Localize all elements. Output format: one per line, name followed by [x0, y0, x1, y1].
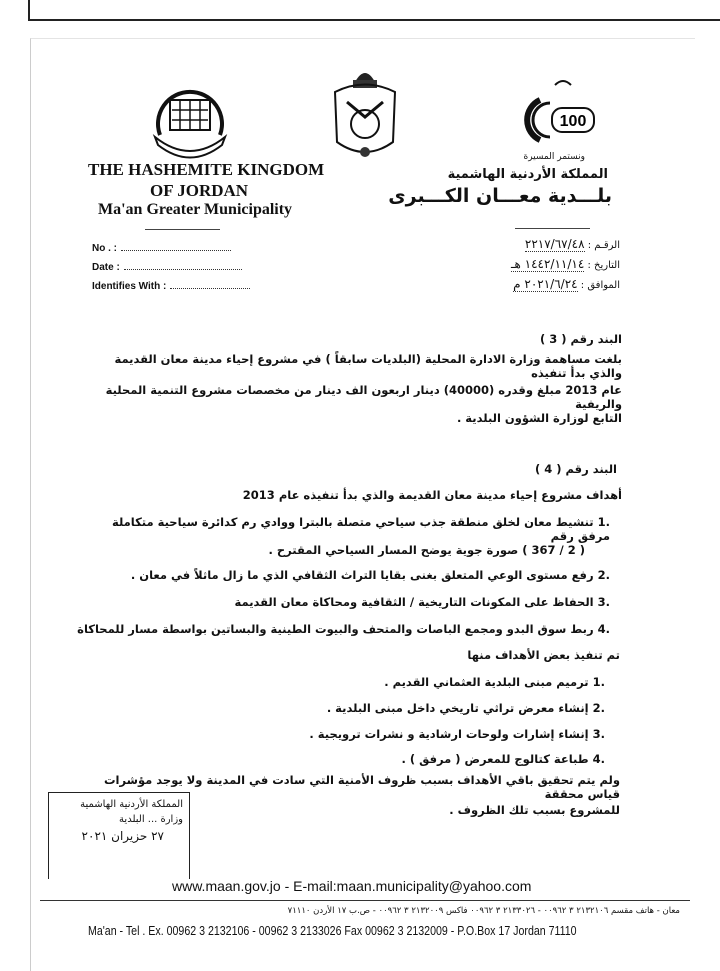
item3-line: التابع لوزارة الشؤون البلدية .: [456, 411, 622, 425]
done-item: .4 طباعة كتالوج للمعرض ( مرفق ) .: [401, 752, 605, 766]
date-field: Date :: [92, 261, 242, 273]
coat-of-arms-icon: [325, 62, 405, 162]
kingdom-title-ar: المملكة الأردنية الهاشمية: [447, 167, 608, 182]
done-item: .1 ترميم مبنى البلدية العثماني القديم .: [384, 675, 605, 689]
divider: [145, 229, 220, 230]
goal-item: ( 2 / 367 ) صورة جوية يوضح المسار السياحي المقترح .: [268, 543, 585, 557]
hijri-date-field: التاريخ : ١٤٤٢/١١/١٤ هـ: [510, 257, 620, 271]
stamp-date: ٢٧ حزيران ٢٠٢١: [81, 829, 164, 843]
identifies-with-field: Identifies With :: [92, 280, 250, 292]
goal-item: .2 رفع مستوى الوعي المتعلق بغنى بقايا التراث الثقافي الذي ما زال ماثلاً في معان .: [130, 568, 610, 582]
top-edge-stub: [28, 0, 30, 19]
item3-line: بلغت مساهمة وزارة الادارة المحلية (البلديات سابقاً ) في مشروع إحياء مدينة معان القديمة والذي بدأ تنفيذه: [114, 352, 622, 380]
goal-item: .4 ربط سوق البدو ومجمع الباصات والمتحف والبيوت الطينية والبساتين بواسطة مسار للمحاكاة: [77, 622, 610, 636]
stamp-department: وزارة ... البلدية: [119, 814, 183, 825]
done-item: .3 إنشاء إشارات ولوحات ارشادية و نشرات ترويجية .: [309, 727, 605, 741]
gregorian-date-field: الموافق : ٢٠٢١/٦/٢٤ م: [513, 277, 620, 291]
jordan-title-en: OF JORDAN: [150, 181, 249, 200]
divider: [515, 228, 590, 229]
no-field: No . :: [92, 242, 231, 254]
done-item: .2 إنشاء معرض تراثي تاريخي داخل مبنى البلدية .: [326, 701, 605, 715]
slogan-ar: ونستمر المسيرة: [523, 152, 585, 162]
footer-website-email: www.maan.gov.jo - E-mail:maan.municipality@yahoo.com: [172, 878, 532, 894]
top-edge: [28, 0, 720, 21]
stamp-ministry: المملكة الأردنية الهاشمية: [80, 799, 183, 810]
item4-title: البند رقم ( 4 ): [534, 462, 617, 476]
item3-line: عام 2013 مبلغ وقدره (40000) دينار اربعون الف دينار من مخصصات مشروع التنمية المحلية والريفية: [105, 383, 622, 411]
goal-item: .3 الحفاظ على المكونات التاريخية / الثقافية ومحاكاة معان القديمة: [234, 595, 610, 609]
item4-intro: أهداف مشروع إحياء مدينة معان القديمة والذي بدأ تنفيذه عام 2013: [242, 488, 622, 502]
municipality-title-ar: بلـــدية معـــان الكـــبرى: [388, 185, 612, 207]
received-stamp: [48, 792, 190, 879]
footer-contact-ar: معان - هاتف مقسم ٢١٣٢١٠٦ ٣ ٠٠٩٦٢ - ٢١٣٣٠٢٦ ٣ ٠٠٩٦٢ فاكس ٢١٣٢٠٠٩ ٣ ٠٠٩٦٢ - ص.ب ١٧ الأردن ٧١١١٠: [287, 906, 680, 916]
item3-title: البند رقم ( 3 ): [539, 332, 622, 346]
closing-line: للمشروع بسبب تلك الظروف .: [449, 803, 620, 817]
done-intro: تم تنفيذ بعض الأهداف منها: [467, 648, 620, 662]
footer-contact-en: Ma'an - Tel . Ex. 00962 3 2132106 - 00962 3 2133026 Fax 00962 3 2132009 - P.O.Box 17 Jordan 71110: [88, 924, 577, 938]
kingdom-title-en: THE HASHEMITE KINGDOM: [88, 160, 325, 179]
closing-line: ولم يتم تحقيق باقي الأهداف بسبب ظروف الأمنية التي سادت في المدينة ولا يوجد مؤشرات قياس محققة: [103, 773, 620, 801]
municipality-logo-icon: [150, 75, 230, 160]
footer-rule: [40, 900, 690, 901]
ref-number-field: الرقـم : ٢٢١٧/٦٧/٤٨: [524, 237, 620, 251]
goal-item: .1 تنشيط معان لخلق منطقة جذب سياحي متصلة بالبترا ووادي رم كدائرة سياحية متكاملة مرفق رقم: [112, 515, 610, 543]
municipality-title-en: Ma'an Greater Municipality: [98, 201, 293, 218]
centennial-logo-icon: [520, 75, 605, 150]
logo-number: 100: [559, 113, 587, 130]
